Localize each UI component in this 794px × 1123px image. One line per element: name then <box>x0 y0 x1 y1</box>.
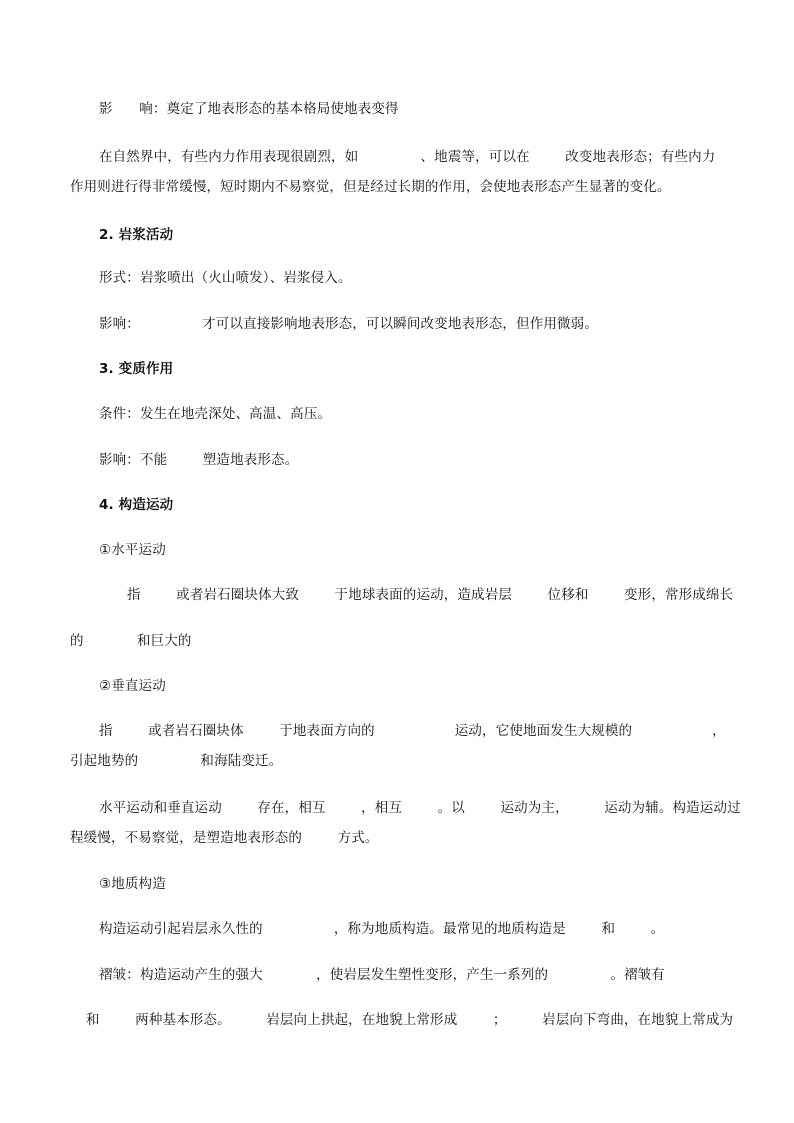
relation-line-1: 水平运动和垂直运动 存在，相互 ，相互 。以 运动为主， 运动为辅。构造运动过 <box>99 800 741 816</box>
vertical-movement-line-2: 引起地势的 和海陆变迁。 <box>70 753 283 769</box>
influence-line: 影 响：奠定了地表形态的基本格局使地表变得 <box>99 101 399 117</box>
heading-magma-activity: 2. 岩浆活动 <box>99 227 174 243</box>
subheading-horizontal-movement: ①水平运动 <box>99 542 166 558</box>
heading-metamorphism: 3. 变质作用 <box>99 361 174 377</box>
fold-line-1: 褶皱：构造运动产生的强大 ，使岩层发生塑性变形，产生一系列的 。褶皱有 <box>99 967 665 983</box>
relation-line-2: 程缓慢，不易察觉，是塑造地表形态的 方式。 <box>70 830 379 846</box>
structure-definition-line: 构造运动引起岩层永久性的 ，称为地质构造。最常见的地质构造是 和 。 <box>99 921 665 937</box>
fold-line-2: 和 两种基本形态。 岩层向上拱起，在地貌上常形成 ； 岩层向下弯曲，在地貌上常成为 <box>86 1012 734 1028</box>
metamorphism-influence-line: 影响：不能 塑造地表形态。 <box>99 452 299 468</box>
horizontal-movement-line-2: 的 和巨大的 <box>70 633 192 649</box>
vertical-movement-line-1: 指 或者岩石圈块体 于地表面方向的 运动，它使地面发生大规模的 ， <box>99 723 726 739</box>
subheading-vertical-movement: ②垂直运动 <box>99 678 166 694</box>
paragraph-line-1: 在自然界中，有些内力作用表现很剧烈，如 、地震等，可以在 改变地表形态；有些内力 <box>99 149 716 165</box>
metamorphism-condition-line: 条件：发生在地壳深处、高温、高压。 <box>99 406 332 422</box>
paragraph-line-2: 作用则进行得非常缓慢，短时期内不易察觉，但是经过长期的作用，会使地表形态产生显著的变化。 <box>70 179 671 195</box>
heading-tectonic-movement: 4. 构造运动 <box>99 497 174 513</box>
magma-influence-line: 影响： 才可以直接影响地表形态，可以瞬间改变地表形态，但作用微弱。 <box>99 316 598 332</box>
subheading-geological-structure: ③地质构造 <box>99 876 166 892</box>
horizontal-movement-line-1: 指 或者岩石圈块体大致 于地球表面的运动，造成岩层 位移和 变形，常形成绵长 <box>127 587 734 603</box>
magma-form-line: 形式：岩浆喷出（火山喷发）、岩浆侵入。 <box>99 270 352 286</box>
